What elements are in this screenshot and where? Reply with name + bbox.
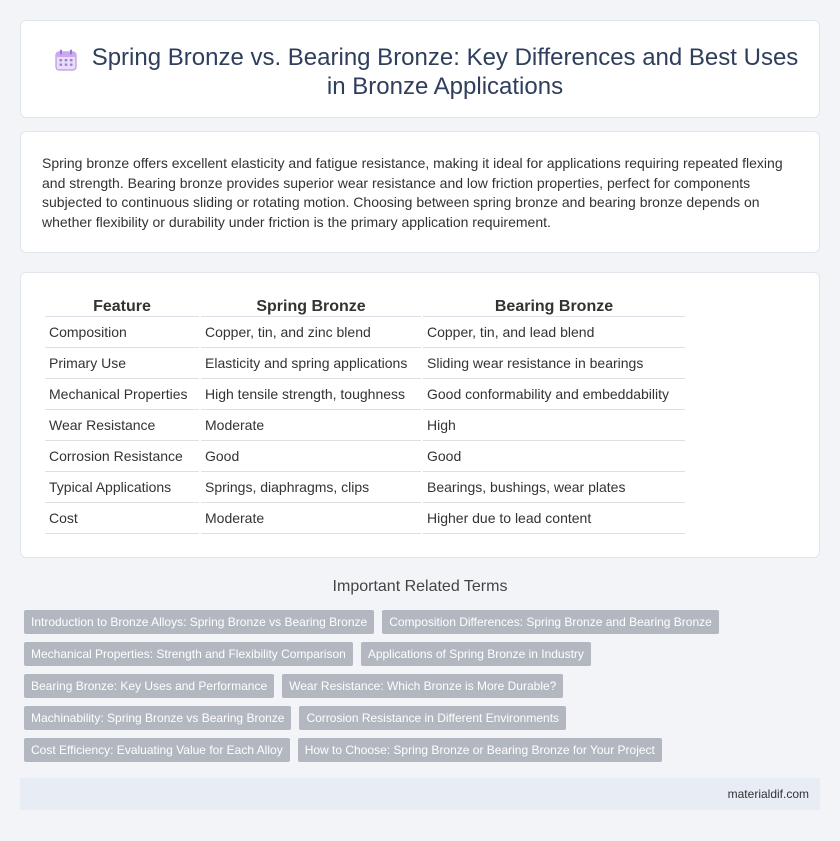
comparison-table bbox=[43, 295, 687, 534]
tag-row bbox=[24, 738, 824, 762]
term-tag[interactable]: How to Choose: Spring Bronze or Bearing Bronze for Your Project bbox=[298, 738, 662, 762]
feature-cell: Primary Use bbox=[45, 348, 199, 379]
comparison-table-card bbox=[20, 272, 820, 558]
term-tag[interactable]: Mechanical Properties: Strength and Flexibility Comparison bbox=[24, 642, 353, 666]
bearing-cell: Bearings, bushings, wear plates bbox=[423, 472, 685, 503]
table-row bbox=[45, 410, 685, 441]
bearing-cell: Good bbox=[423, 441, 685, 472]
term-tag[interactable]: Corrosion Resistance in Different Environments bbox=[299, 706, 566, 730]
header-card bbox=[20, 20, 820, 118]
feature-cell: Composition bbox=[45, 317, 199, 348]
term-tag[interactable]: Introduction to Bronze Alloys: Spring Bronze vs Bearing Bronze bbox=[24, 610, 374, 634]
header-feature: Feature bbox=[45, 295, 199, 317]
term-tag[interactable]: Bearing Bronze: Key Uses and Performance bbox=[24, 674, 274, 698]
spring-cell: Springs, diaphragms, clips bbox=[201, 472, 421, 503]
intro-card bbox=[20, 131, 820, 253]
table-row bbox=[45, 348, 685, 379]
related-terms-tags bbox=[24, 610, 824, 770]
spring-cell: Copper, tin, and zinc blend bbox=[201, 317, 421, 348]
feature-cell: Typical Applications bbox=[45, 472, 199, 503]
feature-cell: Corrosion Resistance bbox=[45, 441, 199, 472]
table-row bbox=[45, 317, 685, 348]
related-terms-title: Important Related Terms bbox=[332, 578, 508, 595]
tag-row bbox=[24, 674, 824, 698]
bearing-cell: Higher due to lead content bbox=[423, 503, 685, 534]
bearing-cell: High bbox=[423, 410, 685, 441]
footer-site-link[interactable]: materialdif.com bbox=[727, 787, 809, 801]
page-title: Spring Bronze vs. Bearing Bronze: Key Differences and Best Uses in Bronze Applications bbox=[91, 44, 799, 100]
feature-cell: Cost bbox=[45, 503, 199, 534]
table-row bbox=[45, 441, 685, 472]
bearing-cell: Good conformability and embeddability bbox=[423, 379, 685, 410]
spring-cell: High tensile strength, toughness bbox=[201, 379, 421, 410]
table-row bbox=[45, 379, 685, 410]
bearing-cell: Copper, tin, and lead blend bbox=[423, 317, 685, 348]
feature-cell: Wear Resistance bbox=[45, 410, 199, 441]
feature-cell: Mechanical Properties bbox=[45, 379, 199, 410]
term-tag[interactable]: Machinability: Spring Bronze vs Bearing Bronze bbox=[24, 706, 291, 730]
intro-paragraph: Spring bronze offers excellent elasticity and fatigue resistance, making it ideal for applications requiring repeated flexing and strength. Bearing bronze provides superior wear resistance and low friction properties, perfect for components subjected to continuous sliding or rotating motion. Choosing between spring bronze and bearing bronze depends on whether flexibility or durability under friction is the primary application requirement. bbox=[42, 155, 783, 230]
header-spring-bronze: Spring Bronze bbox=[201, 295, 421, 317]
term-tag[interactable]: Composition Differences: Spring Bronze and Bearing Bronze bbox=[382, 610, 719, 634]
tag-row bbox=[24, 706, 824, 730]
bearing-cell: Sliding wear resistance in bearings bbox=[423, 348, 685, 379]
term-tag[interactable]: Wear Resistance: Which Bronze is More Durable? bbox=[282, 674, 563, 698]
table-row bbox=[45, 503, 685, 534]
tag-row bbox=[24, 610, 824, 634]
header-bearing-bronze: Bearing Bronze bbox=[423, 295, 685, 317]
term-tag[interactable]: Applications of Spring Bronze in Industry bbox=[361, 642, 591, 666]
spring-cell: Elasticity and spring applications bbox=[201, 348, 421, 379]
spring-cell: Moderate bbox=[201, 410, 421, 441]
table-header-row bbox=[45, 295, 685, 317]
term-tag[interactable]: Cost Efficiency: Evaluating Value for Each Alloy bbox=[24, 738, 290, 762]
spring-cell: Moderate bbox=[201, 503, 421, 534]
tag-row bbox=[24, 642, 824, 666]
table-row bbox=[45, 472, 685, 503]
spring-cell: Good bbox=[201, 441, 421, 472]
footer bbox=[20, 778, 820, 810]
